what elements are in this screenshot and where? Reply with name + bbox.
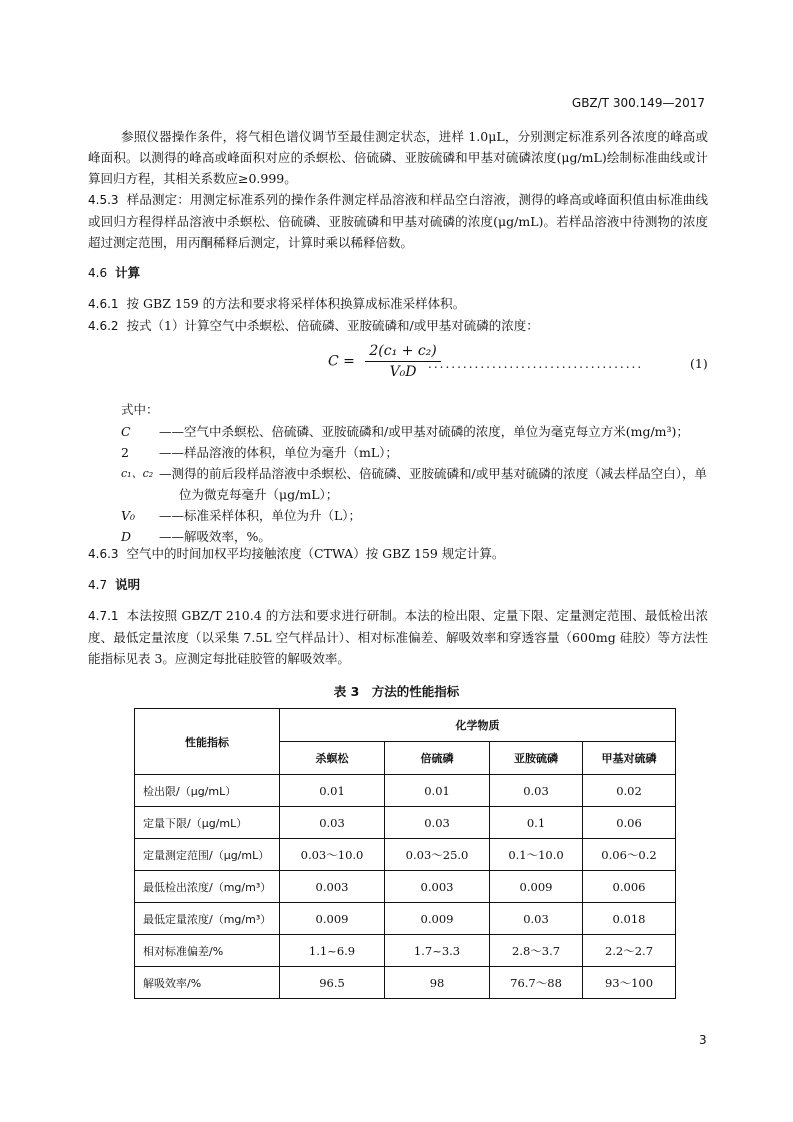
equation-number: (1) [690, 356, 708, 371]
table-cell: 0.006 [583, 871, 676, 903]
table-cell: 0.03 [280, 807, 385, 839]
definition-text: ——标准采样体积，单位为升（L）； [159, 508, 362, 523]
section-text: 样品测定：用测定标准系列的操作条件测定样品溶液和样品空白溶液，测得的峰高或峰面积值由标准曲线或回归方程得样品溶液中杀螟松、倍硫磷、亚胺硫磷和甲基对硫磷的浓度(μg/mL)。若样品溶液中待测物的浓度超过测定范围，用丙酮稀释后测定，计算时乘以稀释倍数。 [88, 192, 708, 250]
table-cell: 0.02 [583, 775, 676, 807]
section-4-6-1 [88, 293, 708, 315]
section-4-5-3 [88, 189, 708, 253]
definition-symbol: c₁、c₂ [121, 467, 154, 480]
formula-denominator: V₀D [389, 364, 417, 380]
definition-row [121, 421, 719, 442]
table-cell: 76.7～88 [490, 967, 583, 999]
group-header-cell: 化学物质 [280, 709, 676, 742]
definition-symbol: V₀ [121, 508, 136, 523]
table-row [135, 935, 676, 967]
definition-symbol: D [121, 529, 132, 544]
where-label: 式中： [121, 402, 159, 417]
section-number: 4.7.1 [88, 609, 119, 623]
leader-dots: ..................................... [428, 357, 644, 371]
column-header: 亚胺硫磷 [490, 742, 583, 775]
table-cell: 2.8～3.7 [490, 935, 583, 967]
table-row [135, 871, 676, 903]
table-cell: 0.03 [490, 903, 583, 935]
section-number: 4.6 [88, 266, 108, 280]
table-cell: 0.009 [490, 871, 583, 903]
row-label: 最低检出浓度/（mg/m³） [135, 871, 280, 903]
table-row [135, 807, 676, 839]
section-4-6-heading [88, 262, 708, 284]
section-title: 计算 [115, 265, 141, 280]
column-header: 杀螟松 [280, 742, 385, 775]
definition-symbol: C [121, 424, 131, 439]
formula-lhs: C = [328, 353, 355, 370]
definition-text: ——样品溶液的体积，单位为毫升（mL）； [159, 445, 398, 460]
section-title: 说明 [115, 577, 141, 592]
row-label: 最低定量浓度/（mg/m³） [135, 903, 280, 935]
section-4-7-1 [88, 605, 708, 669]
table-cell: 0.03～25.0 [385, 839, 490, 871]
table-cell: 1.7~3.3 [385, 935, 490, 967]
table-cell: 0.06 [583, 807, 676, 839]
formula-numerator: 2(c₁ + c₂) [365, 343, 440, 362]
definition-row [121, 463, 719, 505]
table-cell: 2.2～2.7 [583, 935, 676, 967]
table-cell: 0.03 [385, 807, 490, 839]
section-number: 4.6.3 [88, 547, 119, 561]
section-4-6-2 [88, 315, 708, 337]
section-number: 4.6.2 [88, 319, 119, 333]
table-cell: 98 [385, 967, 490, 999]
table-row [135, 903, 676, 935]
section-number: 4.5.3 [88, 193, 119, 207]
definition-text: —测得的前后段样品溶液中杀螟松、倍硫磷、亚胺硫磷和/或甲基对硫磷的浓度（减去样品空白），单位为微克每毫升（μg/mL）； [159, 466, 707, 502]
document-code: GBZ/T 300.149—2017 [571, 96, 705, 110]
table-row [135, 775, 676, 807]
column-header: 甲基对硫磷 [583, 742, 676, 775]
table-cell: 96.5 [280, 967, 385, 999]
section-text: 本法按照 GBZ/T 210.4 的方法和要求进行研制。本法的检出限、定量下限、定量测定范围、最低检出浓度、最低定量浓度（以采集 7.5L 空气样品计）、相对标准偏差、解吸效率和穿透容量（600mg 硅胶）等方法性能指标见表 3。应测定每批硅胶管的解吸效率。 [88, 608, 708, 666]
definition-text: ——解吸效率，%。 [159, 529, 271, 544]
table-cell: 0.06～0.2 [583, 839, 676, 871]
row-header-cell: 性能指标 [135, 709, 280, 775]
row-label: 解吸效率/% [135, 967, 280, 999]
section-4-7-heading [88, 574, 708, 596]
definition-row [121, 505, 719, 526]
section-text: 空气中的时间加权平均接触浓度（CTWA）按 GBZ 159 规定计算。 [126, 546, 505, 561]
intro-paragraph [88, 126, 708, 189]
table-cell: 93～100 [583, 967, 676, 999]
section-number: 4.7 [88, 578, 108, 592]
row-label: 检出限/（μg/mL） [135, 775, 280, 807]
section-4-6-3 [88, 543, 708, 565]
table-cell: 0.03～10.0 [280, 839, 385, 871]
page-number: 3 [699, 1033, 707, 1047]
table-cell: 0.1 [490, 807, 583, 839]
table-cell: 0.009 [280, 903, 385, 935]
column-header: 倍硫磷 [385, 742, 490, 775]
table-cell: 0.003 [385, 871, 490, 903]
definition-row [121, 442, 719, 463]
row-label: 定量下限/（μg/mL） [135, 807, 280, 839]
table-cell: 0.1～10.0 [490, 839, 583, 871]
table-row [135, 967, 676, 999]
formula [328, 343, 441, 380]
table-cell: 0.03 [490, 775, 583, 807]
table-cell: 0.003 [280, 871, 385, 903]
section-text: 按 GBZ 159 的方法和要求将采样体积换算成标准采样体积。 [126, 296, 466, 311]
table-cell: 0.018 [583, 903, 676, 935]
row-label: 定量测定范围/（μg/mL） [135, 839, 280, 871]
table-cell: 0.01 [280, 775, 385, 807]
table-cell: 0.009 [385, 903, 490, 935]
table-cell: 1.1~6.9 [280, 935, 385, 967]
section-text: 按式（1）计算空气中杀螟松、倍硫磷、亚胺硫磷和/或甲基对硫磷的浓度： [126, 318, 539, 333]
intro-text: 参照仪器操作条件，将气相色谱仪调节至最佳测定状态，进样 1.0μL，分别测定标准系列各浓度的峰高或峰面积。以测得的峰高或峰面积对应的杀螟松、倍硫磷、亚胺硫磷和甲基对硫磷浓度(μg/mL)绘制标准曲线或计算回归方程，其相关系数应≥0.999。 [88, 129, 708, 186]
section-number: 4.6.1 [88, 297, 119, 311]
performance-table [134, 708, 676, 999]
table-caption: 表 3 方法的性能指标 [333, 684, 460, 699]
table-row [135, 839, 676, 871]
row-label: 相对标准偏差/% [135, 935, 280, 967]
definition-symbol: 2 [121, 445, 129, 460]
definition-text: ——空气中杀螟松、倍硫磷、亚胺硫磷和/或甲基对硫磷的浓度，单位为毫克每立方米(mg/m³)； [159, 424, 689, 439]
table-cell: 0.01 [385, 775, 490, 807]
symbol-definitions [121, 399, 719, 547]
